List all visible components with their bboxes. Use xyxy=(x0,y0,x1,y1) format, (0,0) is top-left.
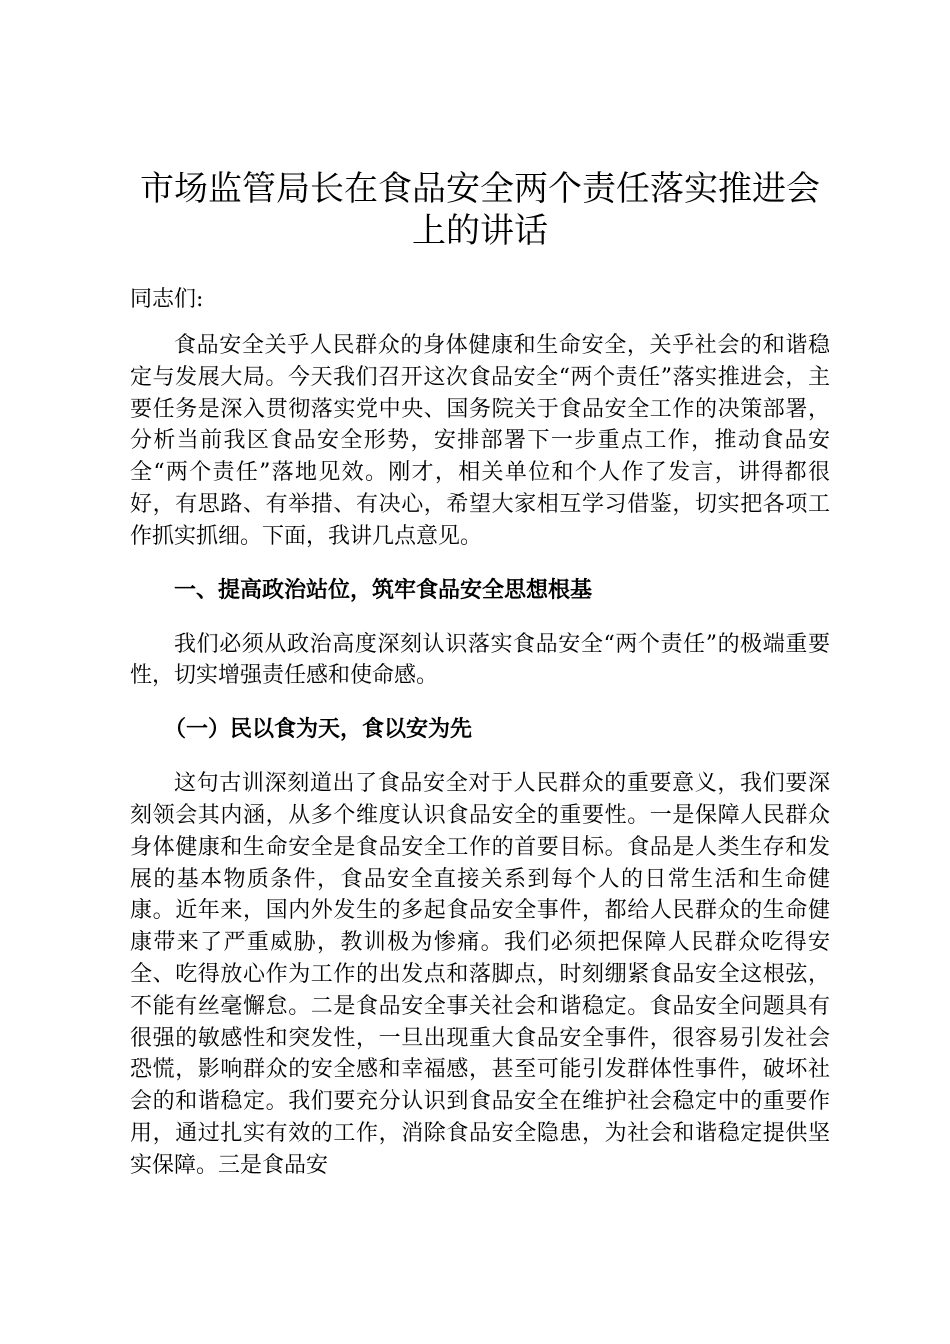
document-title: 市场监管局长在食品安全两个责任落实推进会上的讲话 xyxy=(140,169,820,251)
section-heading-1: 一、提高政治站位，筑牢食品安全思想根基 xyxy=(174,577,593,603)
salutation: 同志们: xyxy=(130,287,204,312)
intro-paragraph: 食品安全关乎人民群众的身体健康和生命安全，关乎社会的和谐稳定与发展大局。今天我们召开这次食品安全“两个责任”落实推进会，主要任务是深入贯彻落实党中央、国务院关于食品安全工作的决策部署，分析当前我区食品安全形势，安排部署下一步重点工作，推动食品安全“两个责任”落地见效。刚才，相关单位和个人作了发言，讲得都很好，有思路、有举措、有决心，希望大家相互学习借鉴，切实把各项工作抓实抓细。下面，我讲几点意见。 xyxy=(130,333,830,549)
section-paragraph-1: 我们必须从政治高度深刻认识落实食品安全“两个责任”的极端重要性，切实增强责任感和使命感。 xyxy=(130,631,830,689)
subsection-heading-1: （一）民以食为天，食以安为先 xyxy=(164,717,473,743)
document-page xyxy=(130,168,830,1182)
subsection-paragraph-1: 这句古训深刻道出了食品安全对于人民群众的重要意义，我们要深刻领会其内涵，从多个维度认识食品安全的重要性。一是保障人民群众身体健康和生命安全是食品安全工作的首要目标。食品是人类生存和发展的基本物质条件，食品安全直接关系到每个人的日常生活和生命健康。近年来，国内外发生的多起食品安全事件，都给人民群众的生命健康带来了严重威胁，教训极为惨痛。我们必须把保障人民群众吃得安全、吃得放心作为工作的出发点和落脚点，时刻绷紧食品安全这根弦，不能有丝毫懈怠。二是食品安全事关社会和谐稳定。食品安全问题具有很强的敏感性和突发性，一旦出现重大食品安全事件，很容易引发社会恐慌，影响群众的安全感和幸福感，甚至可能引发群体性事件，破坏社会的和谐稳定。我们要充分认识到食品安全在维护社会稳定中的重要作用，通过扎实有效的工作，消除食品安全隐患，为社会和谐稳定提供坚实保障。三是食品安 xyxy=(130,771,830,1178)
